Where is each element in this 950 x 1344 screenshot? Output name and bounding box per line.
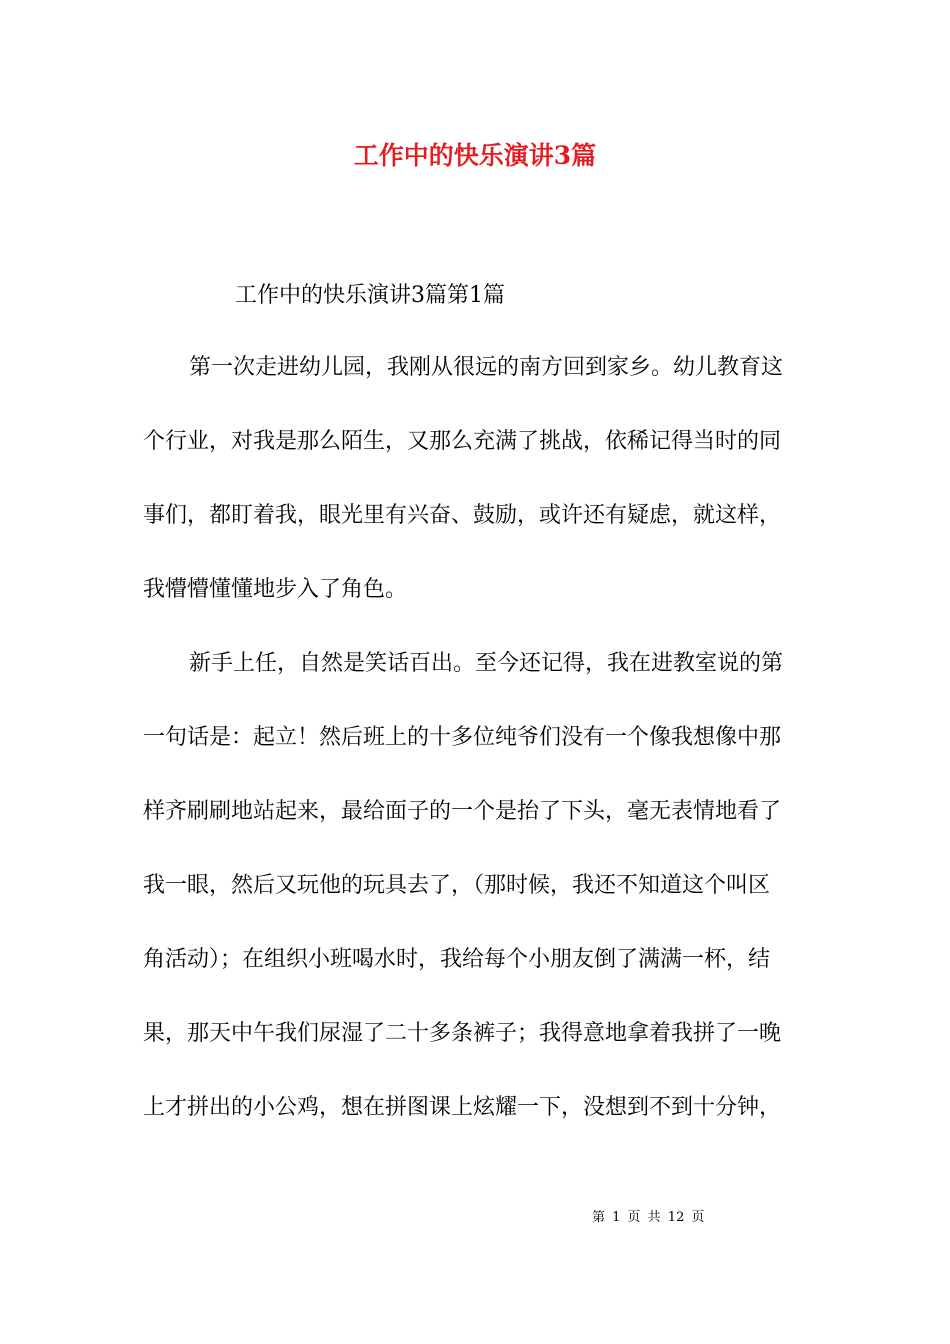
paragraph-line: 第一次走进幼儿园，我刚从很远的南方回到家乡。幼儿教育这 xyxy=(189,355,784,380)
page-footer: 第 1 页 共 12 页 xyxy=(592,1210,705,1225)
paragraph-line: 角活动）；在组织小班喝水时，我给每个小朋友倒了满满一杯，结 xyxy=(143,947,771,972)
paragraph-line: 一句话是：起立！然后班上的十多位纯爷们没有一个像我想像中那 xyxy=(143,725,782,750)
document-title: 工作中的快乐演讲3篇 xyxy=(353,141,597,170)
section-heading: 工作中的快乐演讲3篇第1篇 xyxy=(235,283,505,308)
paragraph-line: 果，那天中午我们尿湿了二十多条裤子；我得意地拿着我拼了一晚 xyxy=(143,1021,782,1046)
paragraph-line: 上才拼出的小公鸡，想在拼图课上炫耀一下，没想到不到十分钟， xyxy=(143,1095,782,1120)
paragraph-line: 样齐刷刷地站起来，最给面子的一个是抬了下头，毫无表情地看了 xyxy=(143,799,782,824)
paragraph-2 xyxy=(143,627,808,1145)
paragraph-line: 新手上任，自然是笑话百出。至今还记得，我在进教室说的第 xyxy=(189,651,784,676)
paragraph-line: 个行业，对我是那么陌生，又那么充满了挑战，依稀记得当时的同 xyxy=(143,429,782,454)
paragraph-1 xyxy=(143,331,808,627)
paragraph-line: 我一眼，然后又玩他的玩具去了，（那时候，我还不知道这个叫区 xyxy=(143,873,771,898)
paragraph-line: 我懵懵懂懂地步入了角色。 xyxy=(143,577,408,602)
paragraph-line: 事们，都盯着我，眼光里有兴奋、鼓励，或许还有疑虑，就这样， xyxy=(143,503,782,528)
